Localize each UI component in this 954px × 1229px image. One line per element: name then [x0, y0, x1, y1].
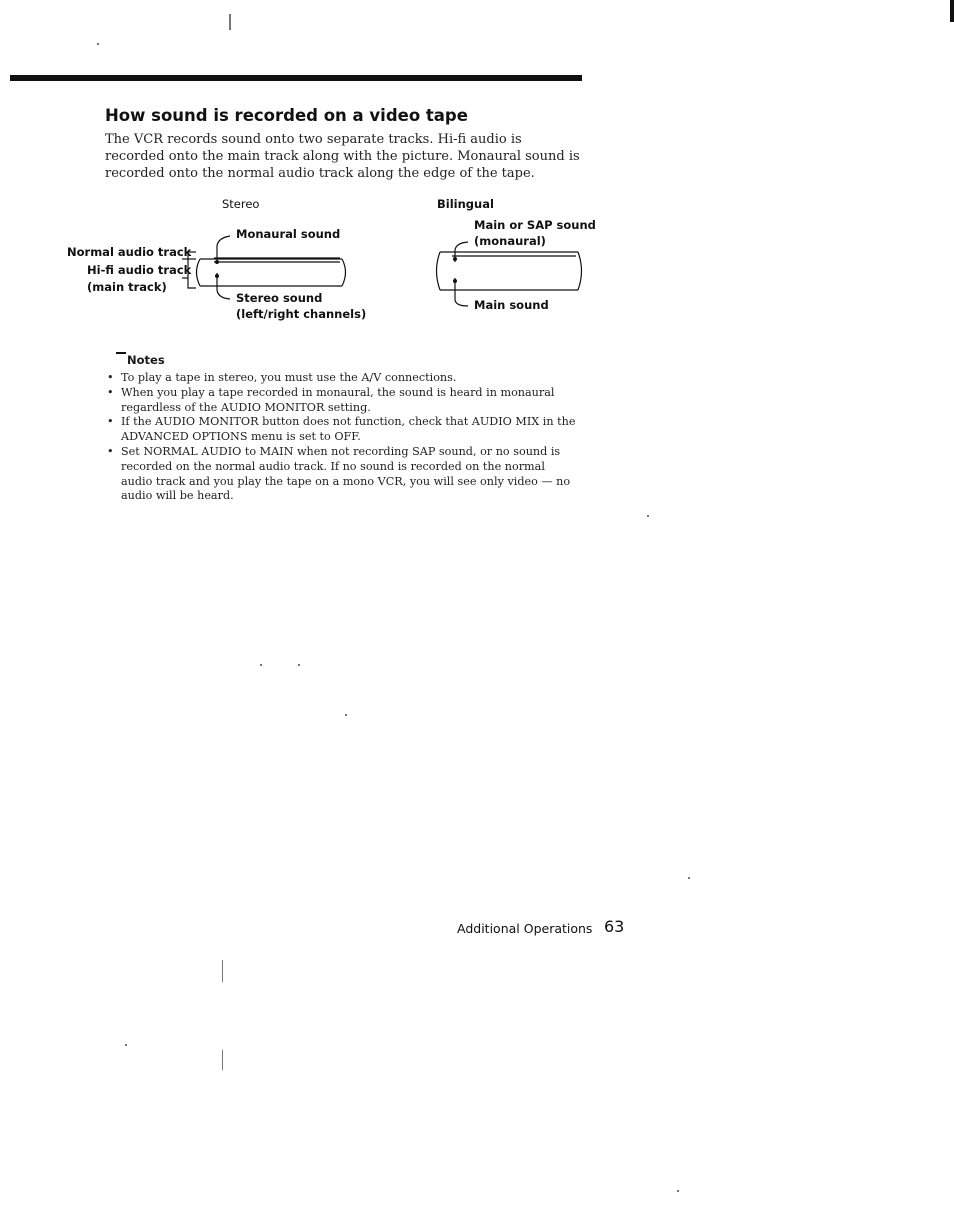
scan-speck	[298, 664, 300, 666]
main-sound-label: Main sound	[474, 298, 549, 312]
bilingual-heading: Bilingual	[437, 197, 494, 211]
section-title: How sound is recorded on a video tape	[105, 106, 468, 125]
notes-list	[107, 371, 577, 504]
scan-speck	[229, 14, 231, 30]
bilingual-tape-left-break	[437, 252, 441, 290]
main-sound-pointer	[455, 278, 468, 306]
hifi-audio-track-label: Hi-fi audio track	[87, 263, 192, 277]
scan-speck	[260, 664, 262, 666]
channels-label: (left/right channels)	[236, 307, 367, 321]
scan-speck	[222, 1050, 223, 1070]
scan-speck	[345, 714, 347, 716]
monaural-pointer	[217, 236, 230, 260]
scan-speck	[677, 1190, 679, 1192]
list-item: • To play a tape in stereo, you must use the A/V connections.	[107, 371, 577, 386]
footer-section-label: Additional Operations	[457, 921, 593, 936]
list-item: • Set NORMAL AUDIO to MAIN when not recording SAP sound, or no sound is recorded on the normal audio track. If no sound is recorded on the normal audio track and you play the tape on a mono VCR, you will see only video — no audio will be heard.	[107, 445, 577, 504]
stereo-tape-left-break	[197, 259, 201, 286]
list-item: • When you play a tape recorded in monaural, the sound is heard in monaural regardless of the AUDIO MONITOR setting.	[107, 386, 577, 416]
scan-speck	[125, 1044, 127, 1046]
monaural-sound-label: Monaural sound	[236, 227, 341, 241]
page-edge-mark	[950, 0, 954, 22]
page-number: 63	[604, 917, 625, 936]
bilingual-tape-right-break	[578, 252, 582, 290]
notes-mark	[116, 352, 126, 354]
main-track-label: (main track)	[87, 280, 167, 294]
list-item: • If the AUDIO MONITOR button does not function, check that AUDIO MIX in the ADVANCED OPTIONS menu is set to OFF.	[107, 415, 577, 445]
scan-speck	[647, 515, 649, 517]
scan-speck	[97, 43, 99, 45]
bilingual-monaural-label: (monaural)	[474, 234, 546, 248]
section-rule	[10, 75, 582, 81]
normal-audio-track-label: Normal audio track	[67, 245, 192, 259]
main-sap-sound-label: Main or SAP sound	[474, 218, 596, 232]
stereo-tape-right-break	[342, 259, 346, 286]
scan-speck	[222, 960, 223, 982]
section-intro: The VCR records sound onto two separate tracks. Hi-fi audio is recorded onto the main track along with the picture. Monaural sound is recorded onto the normal audio track along the edge of the tape.	[105, 132, 580, 181]
stereo-sound-label: Stereo sound	[236, 291, 323, 305]
stereo-heading: Stereo	[222, 197, 260, 211]
scan-speck	[688, 877, 690, 879]
notes-title: Notes	[127, 353, 165, 367]
